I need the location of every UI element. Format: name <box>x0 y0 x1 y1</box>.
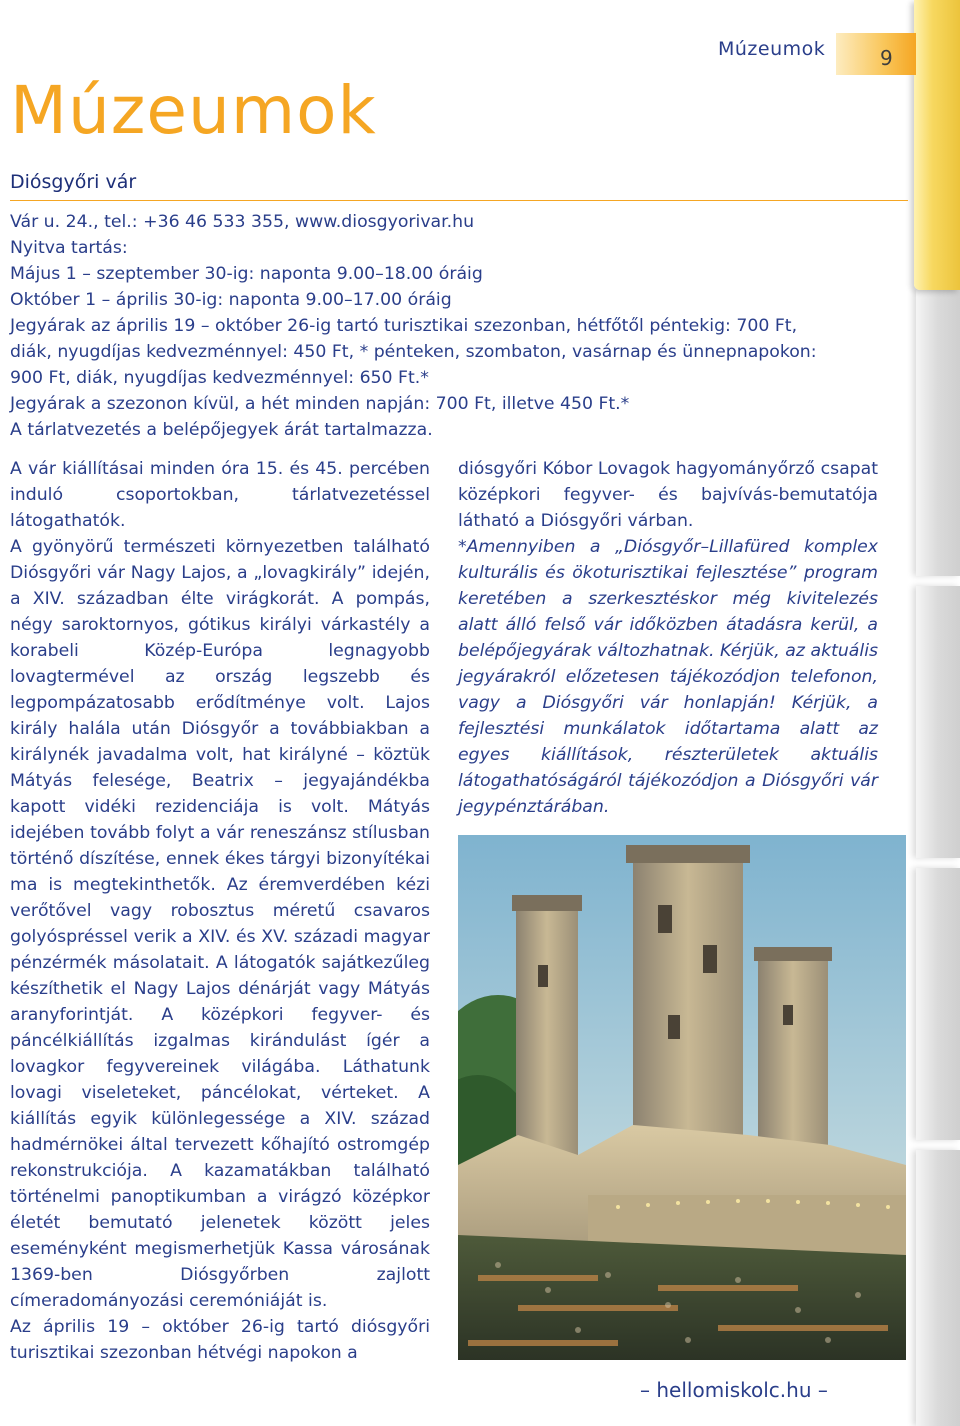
side-tab-gray-4 <box>916 1150 960 1426</box>
page-title: Múzeumok <box>10 72 377 149</box>
side-tab-gray-3 <box>916 868 960 1140</box>
body-paragraph: diósgyőri Kóbor Lovagok hagyományőrző csapat középkori fegyver- és bajvívás-bemutatója látható a Diósgyőri várban. <box>458 459 878 531</box>
running-header: Múzeumok <box>718 38 826 60</box>
opening-hours-winter: Október 1 – április 30-ig: naponta 9.00–17.00 óráig <box>10 290 452 310</box>
guided-tour-note: A tárlatvezetés a belépőjegyek árát tartalmazza. <box>10 420 433 440</box>
page-number: 9 <box>880 46 893 70</box>
opening-hours-label: Nyitva tartás: <box>10 238 128 258</box>
prices-line-3: 900 Ft, diák, nyugdíjas kedvezménnyel: 650 Ft.* <box>10 368 429 388</box>
castle-photo <box>458 835 906 1360</box>
opening-hours-summer: Május 1 – szeptember 30-ig: naponta 9.00–18.00 óráig <box>10 264 483 284</box>
footnote-paragraph: *Amennyiben a „Diósgyőr–Lillafüred komplex kulturális és ökoturisztikai fejlesztése” program keretében a szerkesztéskor még kivitelezés alatt álló felső vár időközben átadásra kerül, a belépőjegyárak változhatnak. Kérjük, az aktuális jegyárakról előzetesen tájékozódjon telefonon, vagy a Diósgyőri vár honlapján! Kérjük, a fejlesztési munkálatok időtartama alatt az egyes kiállítások, részterületek aktuális látogathatóságáról tájékozódjon a Diósgyőri vár jegypénztárában. <box>458 537 878 817</box>
side-tab-gray-2 <box>916 586 960 858</box>
prices-line-2: diák, nyugdíjas kedvezménnyel: 450 Ft, * pénteken, szombaton, vasárnap és ünnepnapokon: <box>10 342 817 362</box>
address-line: Vár u. 24., tel.: +36 46 533 355, www.diosgyorivar.hu <box>10 212 475 232</box>
side-tab-yellow <box>914 0 960 290</box>
section-heading: Diósgyőri vár <box>10 171 137 193</box>
prices-line-1: Jegyárak az április 19 – október 26-ig tartó turisztikai szezonban, hétfőtől péntekig: 700 Ft, <box>10 316 798 336</box>
body-paragraph: A gyönyörű természeti környezetben található Diósgyőri vár Nagy Lajos, a „lovagkirály” idején, a XIV. században élte virágkorát. A pompás, négy saroktornyos, gótikus királyi várkastély a korabeli Közép-Európa legnagyobb lovagtermével az ország legszebb és legpompázatosabb erődítménye volt. Lajos király halála után Diósgyőr a továbbiakban a királynék javadalma volt, hat királyné – köztük Mátyás felesége, Beatrix – jegyajándékba kapott vidéki rezidenciája is volt. Mátyás idejében tovább folyt a vár reneszánsz stílusban történő díszítése, ennek ékes tárgyi bizonyítékai ma is megtekinthetők. Az éremverdében kézi verőtővel vagy robosztus méretű csavaros golyóspréssel verik a XIV. és XV. századi magyar pénzérmék másolatait. A látogatók sajátkezűleg készíthetik el Nagy Lajos dénárját vagy Mátyás aranyforintját. A középkori fegyver- és páncélkiállítás izgalmas kirándulást ígér a lovagkor fegyvereinek világába. Láthatunk lovagi viseleteket, páncélokat, vérteket. A kiállítás egyik különlegessége a XIV. század hadmérnökei által tervezett kőhajító ostromgép rekonstrukciója. A kazamatákban található történelmi panoptikumban a virágzó középkor életét bemutató jelenetek között jeles eseményként megismerhetjük Kassa városának 1369-ben Diósgyőrben zajlott címeradományozási ceremóniáját is. <box>10 537 430 1311</box>
left-column <box>10 456 430 1366</box>
right-column <box>458 456 878 820</box>
body-paragraph: A vár kiállításai minden óra 15. és 45. percében induló csoportokban, tárlatvezetéssel látogathatók. <box>10 459 430 531</box>
section-divider <box>10 200 908 201</box>
page-number-tab <box>836 33 916 75</box>
footer-website: – hellomiskolc.hu – <box>640 1378 828 1402</box>
body-paragraph: Az április 19 – október 26-ig tartó diósgyőri turisztikai szezonban hétvégi napokon a <box>10 1317 430 1363</box>
info-block <box>10 209 908 443</box>
side-tab-gray-1 <box>916 290 960 576</box>
prices-off-season: Jegyárak a szezonon kívül, a hét minden napján: 700 Ft, illetve 450 Ft.* <box>10 394 630 414</box>
